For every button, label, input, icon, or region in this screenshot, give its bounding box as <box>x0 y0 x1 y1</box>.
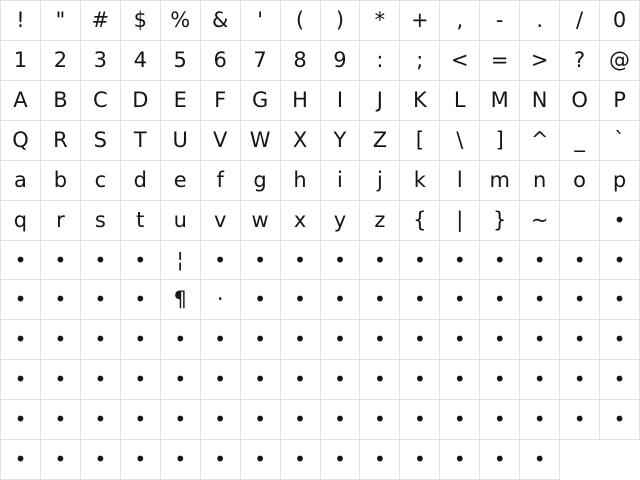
glyph-cell: } <box>480 201 520 241</box>
missing-glyph-cell: • <box>241 280 281 320</box>
glyph-cell: | <box>440 201 480 241</box>
glyph-cell: J <box>360 81 400 121</box>
glyph-cell: Q <box>1 121 41 161</box>
missing-glyph-cell: • <box>600 280 640 320</box>
missing-glyph-cell: • <box>241 320 281 360</box>
glyph-cell: 8 <box>281 41 321 81</box>
glyph-cell: ' <box>241 1 281 41</box>
missing-glyph-cell: • <box>41 241 81 281</box>
missing-glyph-cell: • <box>81 241 121 281</box>
missing-glyph-cell: • <box>600 241 640 281</box>
missing-glyph-cell: • <box>81 280 121 320</box>
glyph-cell: 3 <box>81 41 121 81</box>
glyph-cell: % <box>161 1 201 41</box>
missing-glyph-cell: • <box>121 440 161 480</box>
missing-glyph-cell: • <box>520 360 560 400</box>
glyph-cell: Y <box>321 121 361 161</box>
void-cell <box>560 440 600 480</box>
missing-glyph-cell: • <box>440 360 480 400</box>
glyph-cell: K <box>400 81 440 121</box>
missing-glyph-cell: • <box>41 440 81 480</box>
glyph-cell: ¶ <box>161 280 201 320</box>
glyph-cell: E <box>161 81 201 121</box>
missing-glyph-cell: • <box>41 400 81 440</box>
missing-glyph-cell: • <box>480 320 520 360</box>
glyph-cell: P <box>600 81 640 121</box>
glyph-cell: L <box>440 81 480 121</box>
glyph-cell: > <box>520 41 560 81</box>
glyph-cell: 7 <box>241 41 281 81</box>
glyph-cell: + <box>400 1 440 41</box>
missing-glyph-cell: • <box>520 280 560 320</box>
missing-glyph-cell: • <box>520 440 560 480</box>
missing-glyph-cell: • <box>81 400 121 440</box>
void-cell <box>600 440 640 480</box>
glyph-cell: 0 <box>600 1 640 41</box>
glyph-cell: l <box>440 161 480 201</box>
missing-glyph-cell: • <box>360 320 400 360</box>
glyph-cell: m <box>480 161 520 201</box>
glyph-cell: \ <box>440 121 480 161</box>
missing-glyph-cell: • <box>121 400 161 440</box>
missing-glyph-cell: • <box>201 320 241 360</box>
glyph-cell: · <box>201 280 241 320</box>
glyph-cell: ? <box>560 41 600 81</box>
glyph-cell: t <box>121 201 161 241</box>
glyph-cell: $ <box>121 1 161 41</box>
glyph-cell: 1 <box>1 41 41 81</box>
missing-glyph-cell: • <box>161 440 201 480</box>
glyph-cell: Z <box>360 121 400 161</box>
missing-glyph-cell: • <box>241 440 281 480</box>
glyph-cell: S <box>81 121 121 161</box>
glyph-cell: k <box>400 161 440 201</box>
blank-cell <box>560 201 600 241</box>
glyph-cell: H <box>281 81 321 121</box>
glyph-cell: h <box>281 161 321 201</box>
glyph-cell: v <box>201 201 241 241</box>
glyph-cell: ! <box>1 1 41 41</box>
missing-glyph-cell: • <box>400 241 440 281</box>
missing-glyph-cell: • <box>321 320 361 360</box>
glyph-cell: G <box>241 81 281 121</box>
missing-glyph-cell: • <box>81 440 121 480</box>
missing-glyph-cell: • <box>201 400 241 440</box>
missing-glyph-cell: • <box>321 440 361 480</box>
glyph-cell: [ <box>400 121 440 161</box>
missing-glyph-cell: • <box>440 320 480 360</box>
missing-glyph-cell: • <box>1 400 41 440</box>
glyph-cell: ] <box>480 121 520 161</box>
glyph-cell: i <box>321 161 361 201</box>
missing-glyph-cell: • <box>201 241 241 281</box>
missing-glyph-cell: • <box>161 360 201 400</box>
glyph-cell: q <box>1 201 41 241</box>
missing-glyph-cell: • <box>321 280 361 320</box>
missing-glyph-cell: • <box>121 320 161 360</box>
glyph-cell: a <box>1 161 41 201</box>
glyph-cell: " <box>41 1 81 41</box>
glyph-cell: ¦ <box>161 241 201 281</box>
missing-glyph-cell: • <box>1 241 41 281</box>
glyph-cell: U <box>161 121 201 161</box>
missing-glyph-cell: • <box>520 400 560 440</box>
missing-glyph-cell: • <box>161 400 201 440</box>
glyph-cell: : <box>360 41 400 81</box>
missing-glyph-cell: • <box>480 241 520 281</box>
missing-glyph-cell: • <box>400 320 440 360</box>
missing-glyph-cell: • <box>400 360 440 400</box>
glyph-cell: x <box>281 201 321 241</box>
glyph-cell: B <box>41 81 81 121</box>
glyph-cell: w <box>241 201 281 241</box>
glyph-cell: ; <box>400 41 440 81</box>
glyph-cell: - <box>480 1 520 41</box>
missing-glyph-cell: • <box>121 280 161 320</box>
glyph-cell: , <box>440 1 480 41</box>
glyph-cell: V <box>201 121 241 161</box>
glyph-cell: . <box>520 1 560 41</box>
missing-glyph-cell: • <box>400 280 440 320</box>
glyph-cell: I <box>321 81 361 121</box>
glyph-cell: @ <box>600 41 640 81</box>
missing-glyph-cell: • <box>81 320 121 360</box>
missing-glyph-cell: • <box>281 280 321 320</box>
missing-glyph-cell: • <box>241 360 281 400</box>
missing-glyph-cell: • <box>440 440 480 480</box>
missing-glyph-cell: • <box>41 320 81 360</box>
missing-glyph-cell: • <box>41 280 81 320</box>
glyph-cell: ^ <box>520 121 560 161</box>
missing-glyph-cell: • <box>360 280 400 320</box>
glyph-cell: g <box>241 161 281 201</box>
missing-glyph-cell: • <box>360 440 400 480</box>
glyph-cell: X <box>281 121 321 161</box>
missing-glyph-cell: • <box>360 400 400 440</box>
glyph-cell: 5 <box>161 41 201 81</box>
glyph-cell: C <box>81 81 121 121</box>
missing-glyph-cell: • <box>560 280 600 320</box>
missing-glyph-cell: • <box>440 241 480 281</box>
glyph-cell: O <box>560 81 600 121</box>
missing-glyph-cell: • <box>440 280 480 320</box>
missing-glyph-cell: • <box>201 360 241 400</box>
missing-glyph-cell: • <box>321 400 361 440</box>
glyph-cell: N <box>520 81 560 121</box>
missing-glyph-cell: • <box>281 440 321 480</box>
glyph-cell: ( <box>281 1 321 41</box>
glyph-cell: ~ <box>520 201 560 241</box>
glyph-cell: ) <box>321 1 361 41</box>
missing-glyph-cell: • <box>321 241 361 281</box>
missing-glyph-cell: • <box>1 280 41 320</box>
missing-glyph-cell: • <box>360 241 400 281</box>
missing-glyph-cell: • <box>560 400 600 440</box>
glyph-cell: n <box>520 161 560 201</box>
missing-glyph-cell: • <box>241 400 281 440</box>
glyph-cell: p <box>600 161 640 201</box>
missing-glyph-cell: • <box>560 360 600 400</box>
missing-glyph-cell: • <box>241 241 281 281</box>
missing-glyph-cell: • <box>1 360 41 400</box>
glyph-cell: o <box>560 161 600 201</box>
glyph-cell: F <box>201 81 241 121</box>
glyph-cell: f <box>201 161 241 201</box>
glyph-cell: c <box>81 161 121 201</box>
missing-glyph-cell: • <box>281 360 321 400</box>
missing-glyph-cell: • <box>600 400 640 440</box>
missing-glyph-cell: • <box>121 241 161 281</box>
missing-glyph-cell: • <box>81 360 121 400</box>
missing-glyph-cell: • <box>161 320 201 360</box>
missing-glyph-cell: • <box>600 201 640 241</box>
missing-glyph-cell: • <box>201 440 241 480</box>
glyph-cell: R <box>41 121 81 161</box>
missing-glyph-cell: • <box>360 360 400 400</box>
glyph-cell: r <box>41 201 81 241</box>
missing-glyph-cell: • <box>480 440 520 480</box>
glyph-cell: = <box>480 41 520 81</box>
glyph-cell: { <box>400 201 440 241</box>
missing-glyph-cell: • <box>440 400 480 440</box>
glyph-cell: s <box>81 201 121 241</box>
missing-glyph-cell: • <box>520 320 560 360</box>
glyph-cell: y <box>321 201 361 241</box>
glyph-cell: 4 <box>121 41 161 81</box>
glyph-cell: & <box>201 1 241 41</box>
missing-glyph-cell: • <box>480 400 520 440</box>
missing-glyph-cell: • <box>1 320 41 360</box>
missing-glyph-cell: • <box>281 320 321 360</box>
glyph-cell: A <box>1 81 41 121</box>
glyph-cell: / <box>560 1 600 41</box>
glyph-cell: 2 <box>41 41 81 81</box>
glyph-cell: # <box>81 1 121 41</box>
glyph-cell: d <box>121 161 161 201</box>
missing-glyph-cell: • <box>400 400 440 440</box>
missing-glyph-cell: • <box>281 400 321 440</box>
glyph-cell: ` <box>600 121 640 161</box>
missing-glyph-cell: • <box>600 320 640 360</box>
missing-glyph-cell: • <box>560 320 600 360</box>
glyph-cell: T <box>121 121 161 161</box>
glyph-cell: b <box>41 161 81 201</box>
glyph-cell: * <box>360 1 400 41</box>
glyph-cell: _ <box>560 121 600 161</box>
glyph-cell: W <box>241 121 281 161</box>
missing-glyph-cell: • <box>480 360 520 400</box>
missing-glyph-cell: • <box>41 360 81 400</box>
missing-glyph-cell: • <box>600 360 640 400</box>
missing-glyph-cell: • <box>321 360 361 400</box>
missing-glyph-cell: • <box>480 280 520 320</box>
glyph-cell: 6 <box>201 41 241 81</box>
glyph-cell: 9 <box>321 41 361 81</box>
glyph-cell: < <box>440 41 480 81</box>
missing-glyph-cell: • <box>560 241 600 281</box>
glyph-cell: D <box>121 81 161 121</box>
missing-glyph-cell: • <box>400 440 440 480</box>
missing-glyph-cell: • <box>121 360 161 400</box>
glyph-cell: j <box>360 161 400 201</box>
glyph-cell: M <box>480 81 520 121</box>
missing-glyph-cell: • <box>1 440 41 480</box>
glyph-cell: e <box>161 161 201 201</box>
missing-glyph-cell: • <box>281 241 321 281</box>
glyph-cell: u <box>161 201 201 241</box>
glyph-cell: z <box>360 201 400 241</box>
missing-glyph-cell: • <box>520 241 560 281</box>
